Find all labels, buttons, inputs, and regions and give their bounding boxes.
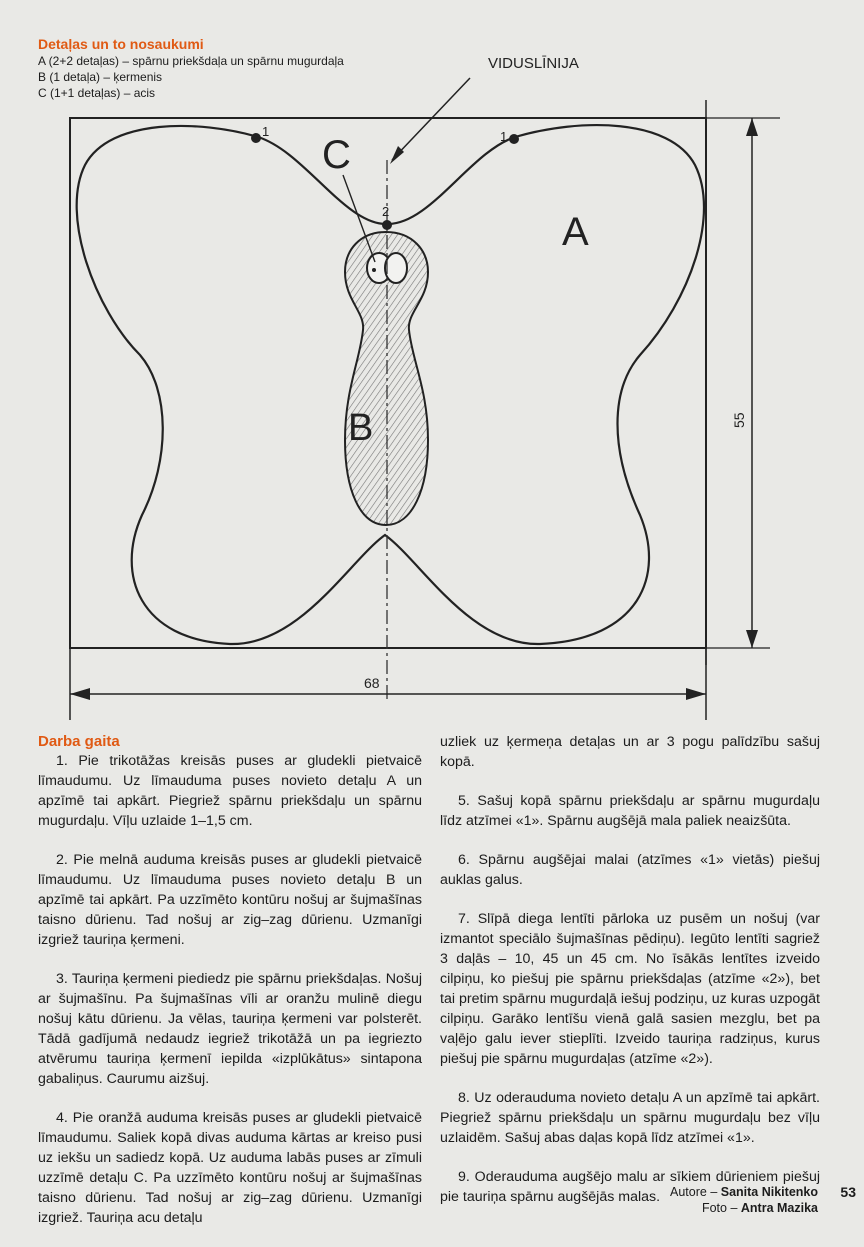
mark-2-label: 2 (382, 204, 390, 219)
height-label: 55 (731, 412, 747, 428)
step-8: 8. Uz oderauduma novieto detaļu A un apzīmē tai apkārt. Piegriež spārnu priekšdaļu un spārnu mugurdaļu bez vīļu uzlaidēm. Sašuj abas daļas kopā līdz atzīmei «1». (440, 1090, 820, 1146)
author-line: Autore – Sanita Nikitenko (670, 1185, 818, 1199)
step-6: 6. Spārnu augšējai malai (atzīmes «1» vietās) piešuj auklas galus. (440, 852, 820, 888)
letter-a: A (562, 210, 589, 254)
page-number: 53 (840, 1184, 856, 1200)
step-4: 4. Pie oranžā auduma kreisās puses ar gludekli pietvaicē līmaudumu. Saliek kopā divas auduma kārtas ar kreiso pusi uz iekšu un sadiedz kopā. Uz auduma labās puses ar zīmuli uzzīmē detaļu C. Pa uzzīmēto kontūru nošuj ar šujmašīnas taisno dūrienu. Tad nošuj ar zig–zag dūrienu. Uzmanīgi izgriež. Tauriņa acu detaļu (38, 1110, 422, 1226)
step-2: 2. Pie melnā auduma kreisās puses ar gludekli pietvaicē līmaudumu. Uz līmauduma puses novieto detaļu B un apzīmē tai apkārt. Pa uzzīmēto kontūru nošuj ar šujmašīnas taisno dūrienu. Tad nošuj ar zig–zag dūrienu. Uzmanīgi izgriež tauriņa ķermeni. (38, 852, 422, 948)
mark-1-right-dot (509, 134, 519, 144)
step-7: 7. Slīpā diega lentīti pārloka uz pusēm un nošuj (var izmantot speciālo šujmašīnas pēdiņu). Iegūto lentīti sagriež 3 daļās – 10, 45 un 45 cm. No īsākās lentītes izveido cilpiņu, ko piešuj pie spārnu priekšdaļas (atzīme «2»), bet tai pretim spārnu mugurdaļā iešuj podziņu, uz kuras uzpogāt cilpiņu. Garāko lentīšu vienā galā sasien mezglu, bet pa vaļējo galu iever stieplīti. Izveido tauriņa radziņus, kurus piešuj pie spārnu mugurdaļas (atzīme «2»). (440, 911, 820, 1067)
photo-name: Antra Mazika (740, 1201, 818, 1215)
instructions-right-column (440, 732, 820, 1226)
midline-label: VIDUSLĪNIJA (488, 55, 579, 72)
step-4-continued: uzliek uz ķermeņa detaļas un ar 3 pogu palīdzību sašuj kopā. (440, 734, 820, 770)
mark-1-left-dot (251, 133, 261, 143)
eye-right (385, 253, 407, 283)
step-3: 3. Tauriņa ķermeni piediedz pie spārnu priekšdaļas. Nošuj ar šujmašīnu. Pa šujmašīnas vīli ar oranžu mulinē diegu nošuj kātu dūrienu. Ja vēlas, tauriņa ķermeni var polsterēt. Tādā gadījumā nedaudz iegriež trikotāžā un pa iegriezto atvērumu tauriņa ķermenī iepilda «izplūkātus» sintapona gabaliņus. Caurumu aizšuj. (38, 971, 422, 1087)
letter-b: B (348, 407, 374, 449)
parts-item-a: A (2+2 detaļas) – spārnu priekšdaļa un spārnu mugurdaļa (38, 54, 344, 68)
instructions-heading: Darba gaita (38, 733, 120, 750)
instructions-left-column (38, 732, 422, 1247)
step-1: 1. Pie trikotāžas kreisās puses ar gludekli pietvaicē līmaudumu. Uz līmauduma puses novieto detaļu A un apzīmē tai apkārt. Piegriež spārnu priekšdaļu un spārnu mugurdaļu. Vīļu uzlaide 1–1,5 cm. (38, 753, 422, 829)
step-9: 9. Oderauduma augšējo malu ar sīkiem dūrieniem piešuj pie tauriņa spārnu augšējās malas. (440, 1169, 820, 1205)
mark-2-dot (382, 220, 392, 230)
mark-1-left-label: 1 (262, 124, 270, 139)
mark-1-right-label: 1 (500, 129, 508, 144)
width-label: 68 (364, 675, 380, 691)
parts-item-c: C (1+1 detaļas) – acis (38, 86, 156, 100)
author-name: Sanita Nikitenko (720, 1185, 818, 1199)
step-5: 5. Sašuj kopā spārnu priekšdaļu ar spārnu mugurdaļu līdz atzīmei «1». Spārnu augšējā mala paliek neaizšūta. (440, 793, 820, 829)
photo-line: Foto – Antra Mazika (701, 1201, 818, 1215)
parts-item-b: B (1 detaļa) – ķermenis (38, 70, 163, 84)
credits (670, 1184, 818, 1216)
letter-c: C (322, 133, 351, 177)
parts-title: Detaļas un to nosaukumi (38, 36, 204, 52)
